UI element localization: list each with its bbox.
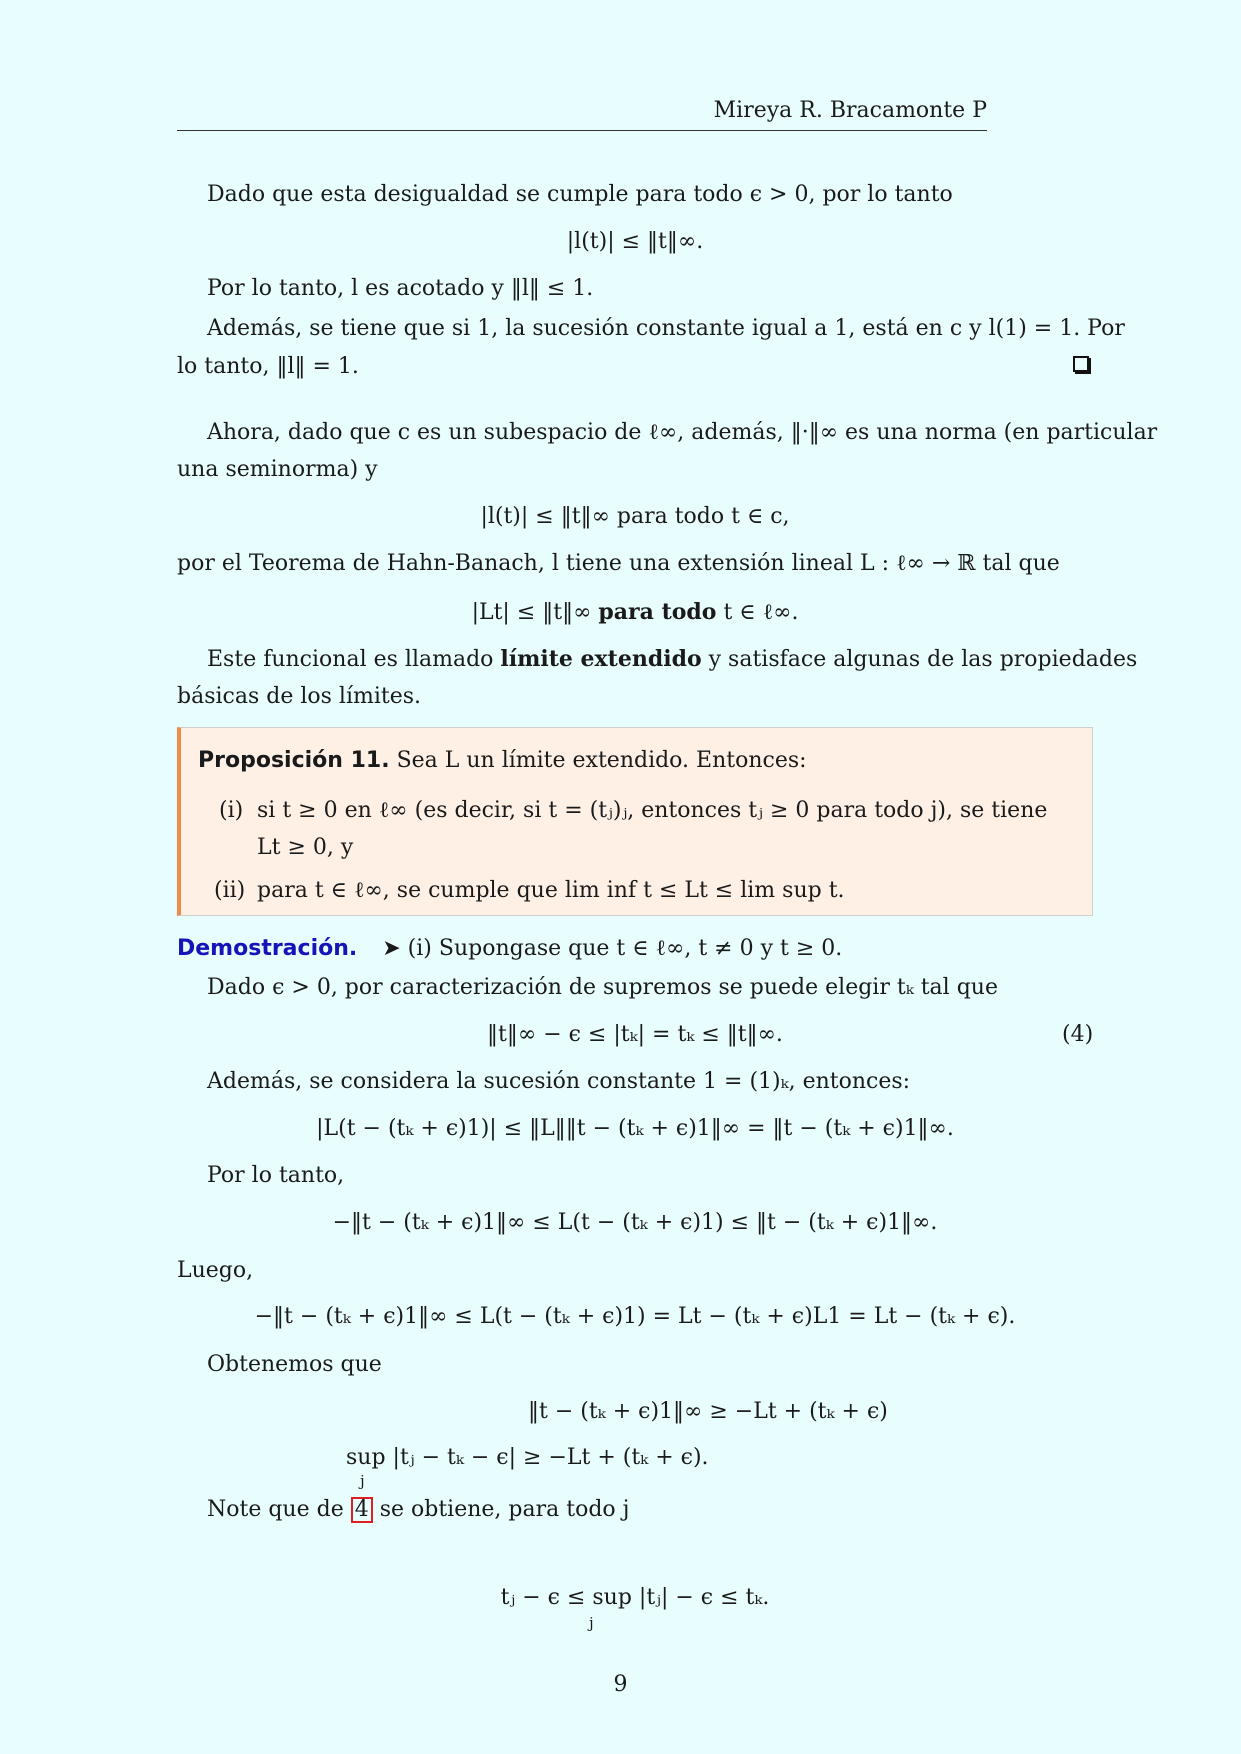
equation: |L(t − (tₖ + ϵ)1)| ≤ ‖L‖‖t − (tₖ + ϵ)1‖∞ = ‖t − (tₖ + ϵ)1‖∞. [316,1116,954,1141]
text-line: Por lo tanto, l es acotado y ‖l‖ ≤ 1. [207,276,594,301]
equation: −‖t − (tₖ + ϵ)1‖∞ ≤ L(t − (tₖ + ϵ)1) = Lt − (tₖ + ϵ)L1 = Lt − (tₖ + ϵ). [254,1304,1016,1329]
equation-subscript: j [589,1614,594,1632]
proposition-title: Proposición 11. [198,748,390,773]
arrow-icon: ➤ [382,936,401,961]
page-number: 9 [613,1672,628,1697]
text-span: se obtiene, para todo j [372,1497,630,1522]
qed-square-icon [1073,356,1089,372]
equation: |l(t)| ≤ ‖t‖∞. [566,229,704,254]
text-line: Además, se tiene que si 1, la sucesión constante igual a 1, está en c y l(1) = 1. Por [207,316,1125,341]
defined-term: límite extendido [500,646,702,672]
text-line: Dado ϵ > 0, por caracterización de supremos se puede elegir tₖ tal que [207,975,998,1000]
equation [177,597,1093,628]
equation: ‖t‖∞ − ϵ ≤ |tₖ| = tₖ ≤ ‖t‖∞. [487,1022,783,1047]
equation: sup |tⱼ − tₖ − ϵ| ≥ −Lt + (tₖ + ϵ). [346,1445,709,1470]
text-line: Además, se considera la sucesión constante 1 = (1)ₖ, entonces: [207,1069,911,1094]
equation-subscript: j [360,1472,365,1490]
proof-first-line [177,934,842,964]
text-span: Note que de [207,1497,351,1522]
equation: |l(t)| ≤ ‖t‖∞ para todo t ∈ c, [480,504,790,529]
equation-bold-part: para todo [598,599,717,625]
equation: ‖t − (tₖ + ϵ)1‖∞ ≥ −Lt + (tₖ + ϵ) [528,1399,888,1424]
text-line: Dado que esta desigualdad se cumple para todo ϵ > 0, por lo tanto [207,182,953,207]
proposition-item-text: Lt ≥ 0, y [257,835,354,860]
text-line: por el Teorema de Hahn-Banach, l tiene una extensión lineal L : ℓ∞ → ℝ tal que [177,551,1060,576]
equation-part: |Lt| ≤ ‖t‖∞ [471,600,599,625]
equation-number: (4) [1062,1022,1094,1047]
text-line: una seminorma) y [177,457,378,482]
proposition-heading [198,746,807,776]
proposition-text: Sea L un límite extendido. Entonces: [389,748,807,773]
page-header-author: Mireya R. Bracamonte P [713,98,987,123]
text-line: básicas de los límites. [177,684,422,709]
text-line: lo tanto, ‖l‖ = 1. [177,354,359,379]
text-line: Luego, [177,1258,254,1283]
equation: tⱼ − ϵ ≤ sup |tⱼ| − ϵ ≤ tₖ. [500,1585,770,1610]
equation: −‖t − (tₖ + ϵ)1‖∞ ≤ L(t − (tₖ + ϵ)1) ≤ ‖t − (tₖ + ϵ)1‖∞. [332,1210,938,1235]
proposition-item-label: (i) [219,798,244,823]
text-line: Ahora, dado que c es un subespacio de ℓ∞, además, ‖·‖∞ es una norma (en particular [207,420,1158,445]
header-rule [177,130,987,131]
text-span: y satisface algunas de las propiedades [701,647,1138,672]
proposition-item-text: para t ∈ ℓ∞, se cumple que lim inf t ≤ Lt ≤ lim sup t. [257,878,845,903]
equation-part: t ∈ ℓ∞. [716,600,799,625]
text-line: Por lo tanto, [207,1163,345,1188]
proposition-item-text: si t ≥ 0 en ℓ∞ (es decir, si t = (tⱼ)ⱼ, entonces tⱼ ≥ 0 para todo j), se tiene [257,798,1048,823]
proposition-item-label: (ii) [214,878,246,903]
proof-label: Demostración. [177,936,358,961]
text-line [207,1495,629,1525]
equation-reference-link[interactable]: 4 [351,1497,373,1523]
proposition-box [177,727,1093,916]
proof-text: (i) Supongase que t ∈ ℓ∞, t ≠ 0 y t ≥ 0. [400,936,843,961]
text-line [207,644,1137,675]
text-span: Este funcional es llamado [207,647,501,672]
text-line: Obtenemos que [207,1352,382,1377]
